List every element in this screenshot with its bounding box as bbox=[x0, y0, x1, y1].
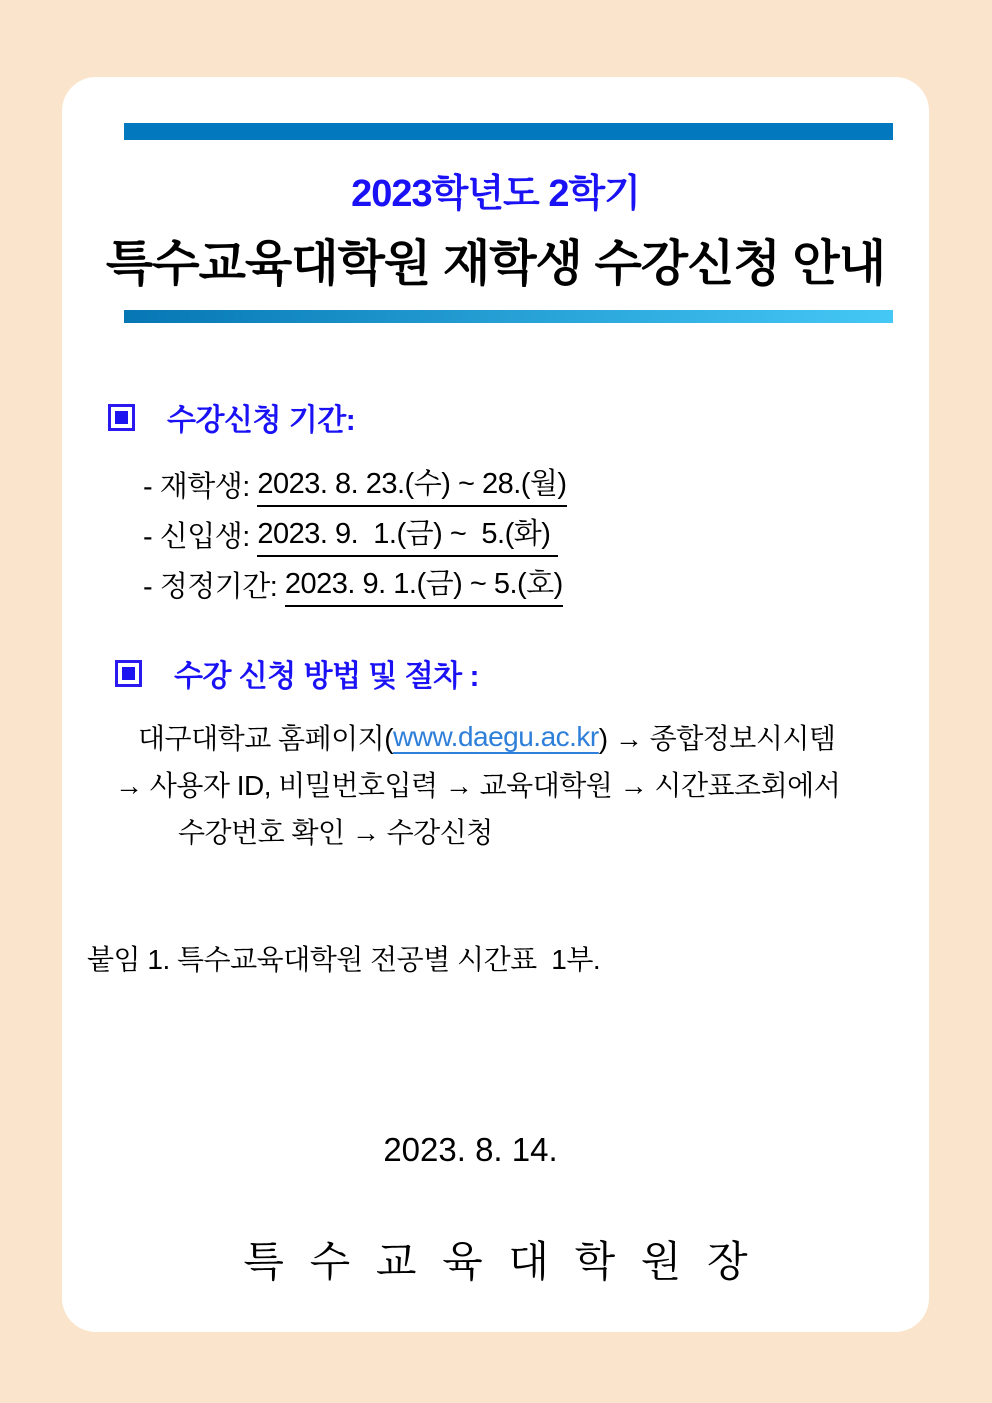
daegu-university-link[interactable]: www.daegu.ac.kr bbox=[393, 720, 599, 752]
method-line-3: 수강번호 확인 → 수강신청 bbox=[178, 816, 493, 848]
square-bullet-icon bbox=[115, 660, 142, 687]
notice-card bbox=[62, 77, 929, 1332]
square-bullet-inner-icon bbox=[115, 411, 128, 424]
period-value-underlined: 2023. 9. 1.(금) ~ 5.(화) bbox=[257, 511, 558, 557]
period-value-underlined: 2023. 9. 1.(금) ~ 5.(호) bbox=[285, 561, 563, 607]
attachment-note: 붙임 1. 특수교육대학원 전공별 시간표 1부. bbox=[87, 944, 601, 975]
issue-date: 2023. 8. 14. bbox=[383, 1131, 558, 1168]
method-body bbox=[115, 713, 929, 854]
period-list bbox=[143, 459, 929, 609]
period-item-current-students bbox=[143, 459, 929, 509]
period-value-underlined: 2023. 8. 23.(수) ~ 28.(월) bbox=[257, 461, 566, 507]
page-title: 특수교육대학원 재학생 수강신청 안내 bbox=[105, 237, 886, 291]
registration-period-section bbox=[108, 395, 929, 609]
dean-signature: 특 수 교 육 대 학 원 장 bbox=[243, 1238, 748, 1285]
method-line-1-prefix: 대구대학교 홈페이지( bbox=[138, 722, 394, 754]
method-line-1 bbox=[115, 713, 929, 760]
period-item-new-students bbox=[143, 509, 929, 559]
period-label: - 재학생: bbox=[143, 470, 258, 503]
header-top-bar bbox=[124, 123, 893, 140]
period-label: - 정정기간: bbox=[143, 570, 285, 603]
square-bullet-inner-icon bbox=[122, 667, 135, 680]
header-gradient-divider bbox=[124, 310, 893, 323]
semester-subtitle: 2023학년도 2학기 bbox=[351, 173, 640, 215]
period-label: - 신입생: bbox=[143, 520, 258, 553]
square-bullet-icon bbox=[108, 404, 135, 431]
registration-method-heading bbox=[115, 651, 929, 695]
registration-method-section bbox=[115, 651, 929, 854]
method-line-2: → 사용자 ID, 비밀번호입력 → 교육대학원 → 시간표조회에서 bbox=[115, 769, 841, 801]
registration-method-heading-label: 수강 신청 방법 및 절차 : bbox=[174, 660, 479, 693]
method-line-1-suffix: ) → 종합정보시시템 bbox=[598, 722, 836, 754]
registration-period-heading bbox=[108, 395, 929, 439]
registration-period-heading-label: 수강신청 기간: bbox=[167, 404, 356, 437]
period-item-correction bbox=[143, 559, 929, 609]
